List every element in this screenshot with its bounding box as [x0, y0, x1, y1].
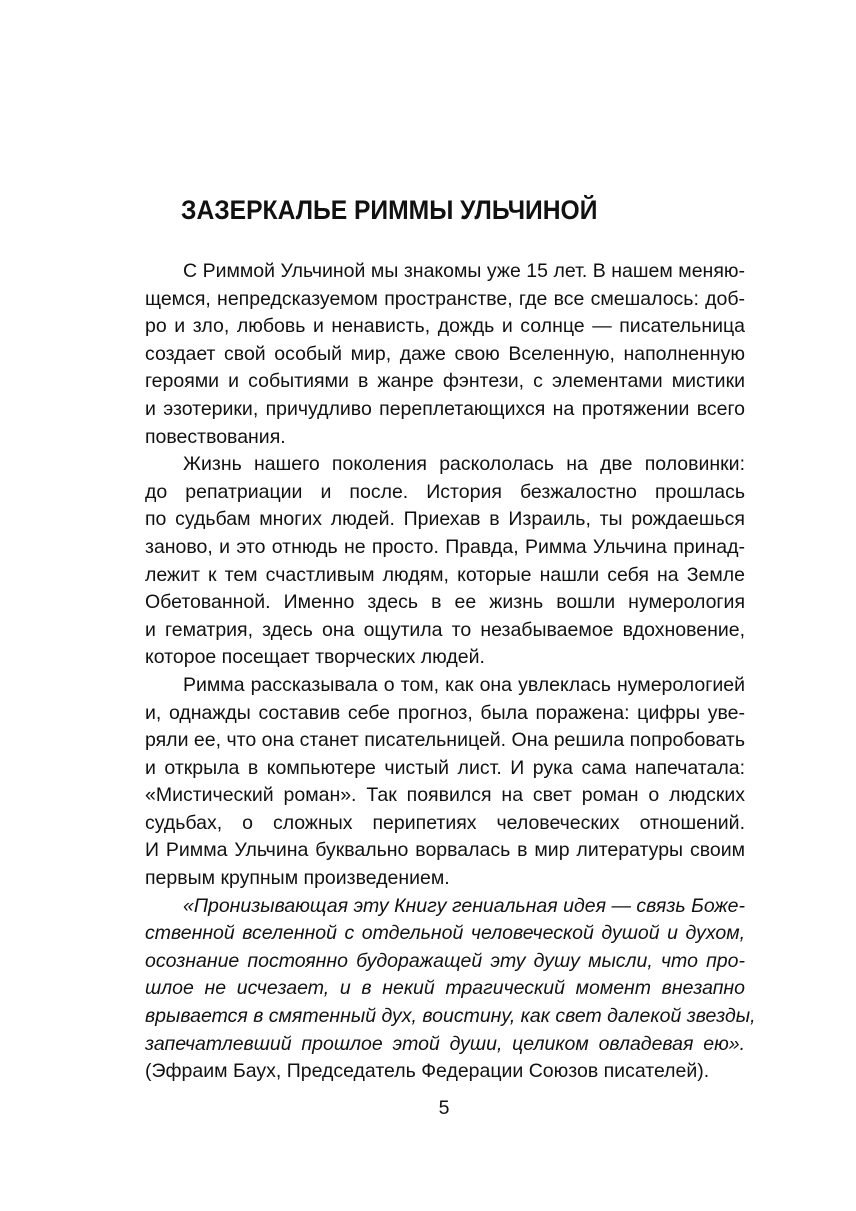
text-line: «Мистический роман». Так появился на свет роман о людских	[145, 784, 745, 807]
quote-line: запечатлевший прошлое этой души, целиком овладевая ею».	[145, 1032, 745, 1055]
text-line: ро и зло, любовь и ненависть, дождь и солнце — писательница	[145, 315, 745, 338]
text-line: Обетованной. Именно здесь в ее жизнь вошли нумерология	[145, 591, 745, 614]
text-line: и открыла в компьютере чистый лист. И рука сама напечатала:	[145, 756, 745, 779]
paragraph-3	[145, 672, 745, 893]
text-line: создает свой особый мир, даже свою Вселенную, наполненную	[145, 342, 745, 365]
paragraph-1	[145, 258, 745, 451]
chapter-title: ЗАЗЕРКАЛЬЕ РИММЫ УЛЬЧИНОЙ	[181, 195, 598, 225]
paragraph-2	[145, 451, 745, 672]
quote-line: шлое не исчезает, и в некий трагический момент внезапно	[145, 977, 745, 1000]
text-line: и, однажды составив себе прогноз, была поражена: цифры уве-	[145, 701, 745, 724]
text-line: и гематрия, здесь она ощутила то незабываемое вдохновение,	[145, 618, 745, 641]
text-line: повествования.	[145, 425, 286, 448]
quote-line: «Пронизывающая эту Книгу гениальная идея — связь Боже-	[183, 894, 745, 917]
text-line: и эзотерики, причудливо переплетающихся на протяжении всего	[145, 397, 745, 420]
body-text	[145, 258, 756, 1086]
text-line: до репатриации и после. История безжалостно прошлась	[145, 480, 745, 503]
page-number: 5	[438, 1097, 450, 1119]
quote-attribution: (Эфраим Баух, Председатель Федерации Союзов писателей).	[145, 1060, 710, 1083]
text-line: героями и событиями в жанре фэнтези, с элементами мистики	[145, 370, 745, 393]
text-line: С Риммой Ульчиной мы знакомы уже 15 лет. В нашем меняю-	[183, 260, 745, 282]
text-line: ряли ее, что она станет писательницей. Она решила попробовать	[145, 729, 745, 752]
text-line: первым крупным произведением.	[145, 867, 450, 890]
text-line: которое посещает творческих людей.	[145, 646, 485, 669]
quote-attribution-paragraph	[145, 1058, 745, 1086]
text-line: щемся, непредсказуемом пространстве, где все смешалось: доб-	[145, 287, 745, 310]
text-line: по судьбам многих людей. Приехав в Израиль, ты рождаешься	[145, 508, 745, 531]
quote-line: ственной вселенной с отдельной человеческой душой и духом,	[145, 922, 745, 945]
quote-line: осознание постоянно будоражащей эту душу мысли, что про-	[145, 949, 745, 972]
text-line: лежит к тем счастливым людям, которые нашли себя на Земле	[145, 563, 745, 586]
quote-paragraph	[145, 893, 756, 1059]
text-line: судьбах, о сложных перипетиях человеческих отношений.	[145, 811, 745, 834]
text-line: заново, и это отнюдь не просто. Правда, Римма Ульчина принад-	[145, 535, 745, 558]
text-line: Жизнь нашего поколения раскололась на две половинки:	[183, 453, 745, 476]
quote-line: врывается в смятенный дух, воистину, как свет далекой звезды,	[145, 1005, 756, 1028]
text-line: Римма рассказывала о том, как она увлеклась нумерологией	[183, 673, 745, 696]
text-line: И Римма Ульчина буквально ворвалась в мир литературы своим	[145, 839, 745, 862]
